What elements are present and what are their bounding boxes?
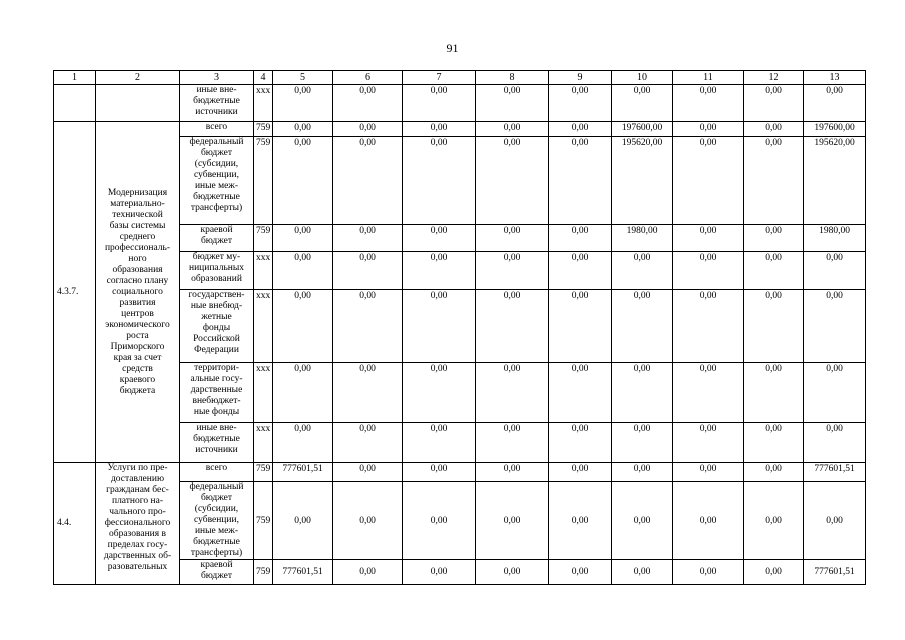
value-cell: 0,00 <box>549 560 612 585</box>
value-cell: 0,00 <box>476 252 549 290</box>
value-cell: 0,00 <box>549 137 612 225</box>
funding-source-cell: краевой бюджет <box>180 560 254 585</box>
funding-source-cell: краевой бюджет <box>180 225 254 252</box>
value-cell: 0,00 <box>804 252 866 290</box>
value-cell: 0,00 <box>612 482 673 560</box>
value-cell: 0,00 <box>403 463 476 482</box>
value-cell: 0,00 <box>333 482 403 560</box>
value-cell: 195620,00 <box>612 137 673 225</box>
value-cell: 777601,51 <box>273 463 333 482</box>
column-header: 1 <box>54 71 96 85</box>
value-cell: 0,00 <box>804 423 866 463</box>
value-cell: 0,00 <box>744 560 804 585</box>
code-cell: ххх <box>254 85 273 122</box>
value-cell: 0,00 <box>804 85 866 122</box>
value-cell: 0,00 <box>549 482 612 560</box>
value-cell: 0,00 <box>273 363 333 423</box>
item-name-cell <box>96 85 180 122</box>
value-cell: 0,00 <box>403 482 476 560</box>
header-row <box>54 71 866 85</box>
code-cell: ххх <box>254 363 273 423</box>
value-cell: 0,00 <box>744 252 804 290</box>
value-cell: 0,00 <box>273 423 333 463</box>
item-name-cell: Модернизация материально- технической базы системы среднего профессиональ- ного образования согласно плану социального развития центров экономического роста Приморского края за счет средств краевого бюджета <box>96 122 180 463</box>
budget-table <box>53 70 866 585</box>
value-cell: 0,00 <box>476 137 549 225</box>
value-cell: 0,00 <box>673 463 744 482</box>
code-cell: 759 <box>254 122 273 137</box>
funding-source-cell: всего <box>180 463 254 482</box>
funding-source-cell: федеральный бюджет (субсидии, субвенции, иные меж- бюджетные трансферты) <box>180 482 254 560</box>
value-cell: 1980,00 <box>612 225 673 252</box>
value-cell: 0,00 <box>333 560 403 585</box>
code-cell: ххх <box>254 290 273 363</box>
value-cell: 0,00 <box>744 482 804 560</box>
column-header: 6 <box>333 71 403 85</box>
value-cell: 0,00 <box>673 482 744 560</box>
value-cell: 0,00 <box>804 290 866 363</box>
funding-source-cell: государствен- ные внебюд- жетные фонды Российской Федерации <box>180 290 254 363</box>
value-cell: 0,00 <box>744 363 804 423</box>
value-cell: 195620,00 <box>804 137 866 225</box>
column-header: 3 <box>180 71 254 85</box>
value-cell: 0,00 <box>476 85 549 122</box>
column-header: 5 <box>273 71 333 85</box>
value-cell: 0,00 <box>612 463 673 482</box>
value-cell: 197600,00 <box>612 122 673 137</box>
value-cell: 0,00 <box>403 560 476 585</box>
value-cell: 0,00 <box>744 137 804 225</box>
item-code-cell: 4.3.7. <box>54 122 96 463</box>
value-cell: 0,00 <box>804 363 866 423</box>
value-cell: 0,00 <box>673 560 744 585</box>
value-cell: 0,00 <box>333 290 403 363</box>
value-cell: 0,00 <box>549 423 612 463</box>
value-cell: 0,00 <box>673 122 744 137</box>
column-header: 8 <box>476 71 549 85</box>
value-cell: 0,00 <box>333 252 403 290</box>
value-cell: 0,00 <box>744 85 804 122</box>
value-cell: 0,00 <box>673 252 744 290</box>
value-cell: 0,00 <box>476 363 549 423</box>
funding-source-cell: иные вне- бюджетные источники <box>180 423 254 463</box>
column-header: 9 <box>549 71 612 85</box>
value-cell: 0,00 <box>549 290 612 363</box>
column-header: 2 <box>96 71 180 85</box>
value-cell: 0,00 <box>476 290 549 363</box>
code-cell: 759 <box>254 560 273 585</box>
value-cell: 0,00 <box>549 225 612 252</box>
value-cell: 0,00 <box>804 482 866 560</box>
funding-source-cell: федеральный бюджет (субсидии, субвенции, иные меж- бюджетные трансферты) <box>180 137 254 225</box>
value-cell: 0,00 <box>744 463 804 482</box>
column-header: 11 <box>673 71 744 85</box>
value-cell: 0,00 <box>673 225 744 252</box>
value-cell: 0,00 <box>273 225 333 252</box>
table-row <box>54 122 866 137</box>
funding-source-cell: территори- альные госу- дарственные внебюджет- ные фонды <box>180 363 254 423</box>
value-cell: 0,00 <box>403 137 476 225</box>
value-cell: 0,00 <box>744 290 804 363</box>
value-cell: 0,00 <box>403 225 476 252</box>
table-row <box>54 85 866 122</box>
item-code-cell: 4.4. <box>54 463 96 585</box>
value-cell: 0,00 <box>333 122 403 137</box>
column-header: 10 <box>612 71 673 85</box>
item-name-cell: Услуги по пре- доставлению гражданам бес- платного на- чального про- фессионального образования в пределах госу- дарственных об- разовательных <box>96 463 180 585</box>
value-cell: 0,00 <box>744 423 804 463</box>
value-cell: 0,00 <box>476 463 549 482</box>
column-header: 4 <box>254 71 273 85</box>
value-cell: 0,00 <box>333 363 403 423</box>
value-cell: 1980,00 <box>804 225 866 252</box>
value-cell: 0,00 <box>549 122 612 137</box>
value-cell: 197600,00 <box>804 122 866 137</box>
funding-source-cell: всего <box>180 122 254 137</box>
value-cell: 0,00 <box>333 423 403 463</box>
value-cell: 0,00 <box>744 122 804 137</box>
page-number: 91 <box>446 41 459 55</box>
column-header: 13 <box>804 71 866 85</box>
value-cell: 0,00 <box>673 137 744 225</box>
value-cell: 0,00 <box>403 252 476 290</box>
value-cell: 0,00 <box>333 85 403 122</box>
value-cell: 0,00 <box>612 85 673 122</box>
value-cell: 0,00 <box>476 560 549 585</box>
value-cell: 0,00 <box>673 363 744 423</box>
value-cell: 0,00 <box>333 463 403 482</box>
column-header: 7 <box>403 71 476 85</box>
value-cell: 0,00 <box>476 225 549 252</box>
item-code-cell <box>54 85 96 122</box>
value-cell: 0,00 <box>476 423 549 463</box>
value-cell: 0,00 <box>612 252 673 290</box>
value-cell: 0,00 <box>612 363 673 423</box>
funding-source-cell: иные вне- бюджетные источники <box>180 85 254 122</box>
value-cell: 0,00 <box>549 85 612 122</box>
value-cell: 0,00 <box>403 363 476 423</box>
value-cell: 0,00 <box>273 137 333 225</box>
code-cell: 759 <box>254 463 273 482</box>
code-cell: 759 <box>254 137 273 225</box>
value-cell: 0,00 <box>549 252 612 290</box>
value-cell: 777601,51 <box>804 463 866 482</box>
funding-source-cell: бюджет му- ниципальных образований <box>180 252 254 290</box>
value-cell: 0,00 <box>273 290 333 363</box>
value-cell: 0,00 <box>673 423 744 463</box>
code-cell: 759 <box>254 225 273 252</box>
code-cell: ххх <box>254 423 273 463</box>
value-cell: 0,00 <box>612 560 673 585</box>
value-cell: 0,00 <box>403 423 476 463</box>
value-cell: 0,00 <box>549 463 612 482</box>
value-cell: 0,00 <box>273 482 333 560</box>
column-header: 12 <box>744 71 804 85</box>
value-cell: 0,00 <box>476 482 549 560</box>
value-cell: 0,00 <box>333 225 403 252</box>
value-cell: 0,00 <box>273 85 333 122</box>
value-cell: 0,00 <box>333 137 403 225</box>
value-cell: 0,00 <box>744 225 804 252</box>
code-cell: 759 <box>254 482 273 560</box>
value-cell: 0,00 <box>273 122 333 137</box>
value-cell: 0,00 <box>403 122 476 137</box>
table-row <box>54 463 866 482</box>
value-cell: 0,00 <box>403 85 476 122</box>
value-cell: 0,00 <box>612 423 673 463</box>
value-cell: 777601,51 <box>804 560 866 585</box>
value-cell: 0,00 <box>549 363 612 423</box>
value-cell: 0,00 <box>476 122 549 137</box>
value-cell: 0,00 <box>273 252 333 290</box>
value-cell: 0,00 <box>673 85 744 122</box>
code-cell: ххх <box>254 252 273 290</box>
value-cell: 0,00 <box>612 290 673 363</box>
value-cell: 777601,51 <box>273 560 333 585</box>
value-cell: 0,00 <box>403 290 476 363</box>
value-cell: 0,00 <box>673 290 744 363</box>
